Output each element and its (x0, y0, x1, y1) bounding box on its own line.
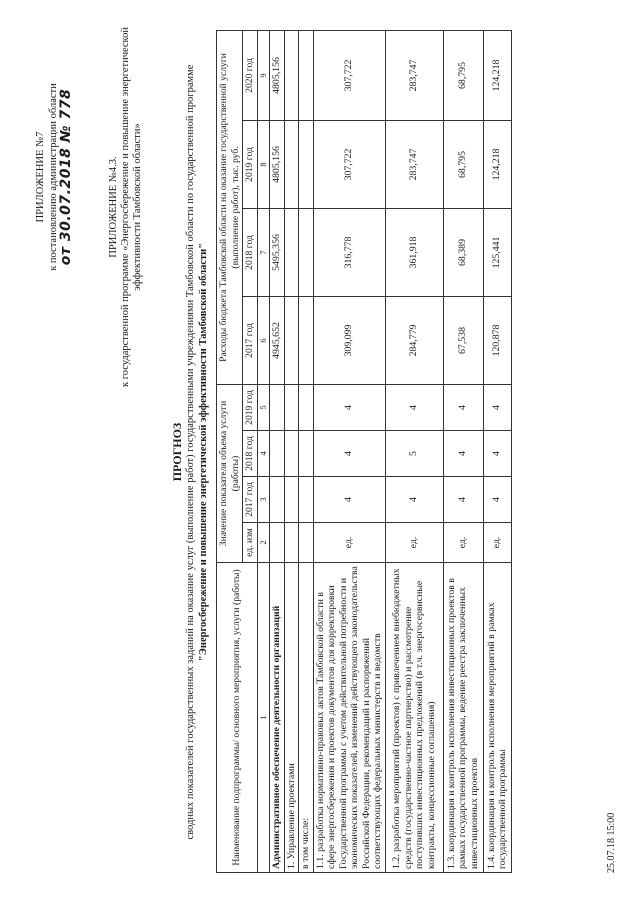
column-numbers-row (257, 30, 270, 872)
forecast-table (216, 30, 512, 873)
column-number: 3 (257, 477, 270, 523)
indicator-value: 4 (443, 477, 483, 523)
indicator-value: 4 (443, 431, 483, 477)
header-ind-year: 2019 год (243, 384, 258, 430)
row-unit (284, 523, 299, 563)
expense-value: 307,722 (313, 120, 385, 208)
column-number: 4 (257, 431, 270, 477)
expense-value (284, 120, 299, 208)
indicator-value: 4 (385, 384, 443, 430)
row-unit (270, 523, 285, 563)
table-row (284, 30, 299, 872)
table-row (313, 30, 385, 872)
row-unit: ед. (385, 523, 443, 563)
column-number: 9 (257, 30, 270, 120)
expense-value (284, 30, 299, 120)
row-unit (299, 523, 314, 563)
expense-value: 124,218 (483, 30, 511, 120)
expense-value: 284,779 (385, 296, 443, 384)
row-label: 1.1. разработка нормативно-правовых актов Тамбовской области в сфере энергосбережения и проектов документов для корректировки Государственной программы с учетом действительной потребности и экономических показателей, изменений действующего законодательства Российской Федерации, рекомендаций и распоряжений соответствующих федеральных министерств и ведомств (313, 563, 385, 873)
approval-ref: к постановлению администрации области (48, 83, 59, 271)
column-number: 1 (257, 563, 270, 873)
document-subtitle (185, 27, 210, 877)
indicator-value: 4 (313, 477, 385, 523)
header-ind-year: 2017 год (243, 477, 258, 523)
expense-value: 124,218 (483, 120, 511, 208)
column-number: 7 (257, 208, 270, 296)
row-unit: ед. (313, 523, 385, 563)
handwritten-date-number: от 30.07.2018 № 778 (58, 88, 74, 266)
header-exp-year: 2017 год (243, 296, 258, 384)
indicator-value (270, 477, 285, 523)
indicator-value: 4 (443, 384, 483, 430)
expense-value: 120,878 (483, 296, 511, 384)
column-number: 6 (257, 296, 270, 384)
indicator-value: 5 (385, 431, 443, 477)
indicator-value (284, 477, 299, 523)
header-exp-year: 2020 год (243, 30, 258, 120)
indicator-value (299, 431, 314, 477)
expense-value: 5495,356 (270, 208, 285, 296)
indicator-value: 4 (313, 384, 385, 430)
expense-value: 68,795 (443, 120, 483, 208)
column-number: 2 (257, 523, 270, 563)
indicator-value: 4 (385, 477, 443, 523)
expense-value (299, 296, 314, 384)
document-title: ПРОГНОЗ (170, 422, 184, 482)
expense-value: 4805,156 (270, 30, 285, 120)
expense-value: 68,795 (443, 30, 483, 120)
header-expenses: Расходы бюджета Тамбовской области на оказание государственной услуги (выполнение работ), тыс. руб. (217, 30, 243, 384)
print-timestamp: 25.07.18 15:00 (606, 812, 617, 873)
header-exp-year: 2019 год (243, 120, 258, 208)
expense-value: 361,918 (385, 208, 443, 296)
table-row (299, 30, 314, 872)
expense-value: 283,747 (385, 30, 443, 120)
expense-value (299, 30, 314, 120)
indicator-value (270, 431, 285, 477)
subtitle-text: сводных показателей государственных заданий на оказание услуг (выполнение работ) государственными учреждениями Тамбовской области по государственной программе (185, 64, 196, 840)
row-label: 1.2. разработка мероприятий (проектов) с привлечением внебюджетных средств (государственно-частное партнерство) и рассмотрение поступивших инвестиционных предложений (в т.ч. энергосервисные контракты, концессионные соглашения) (385, 563, 443, 873)
expense-value: 4945,652 (270, 296, 285, 384)
expense-value (284, 296, 299, 384)
expense-value: 316,778 (313, 208, 385, 296)
indicator-value (270, 384, 285, 430)
annex-title: ПРИЛОЖЕНИЕ №4.3. (108, 156, 119, 258)
row-unit: ед. (483, 523, 511, 563)
indicator-value: 4 (313, 431, 385, 477)
table-body (270, 30, 512, 872)
program-name: "Энергосбережение и повышение энергетической эффективности Тамбовской области" (197, 242, 209, 662)
indicator-value: 4 (483, 431, 511, 477)
header-name: Наименование подпрограммы/ основного мероприятия, услуги (работы) (217, 563, 258, 873)
expense-value: 4805,156 (270, 120, 285, 208)
header-exp-year: 2018 год (243, 208, 258, 296)
row-label: в том числе: (299, 563, 314, 873)
expense-value: 125,441 (483, 208, 511, 296)
indicator-value: 4 (483, 477, 511, 523)
row-label: 1. Управление проектами (284, 563, 299, 873)
expense-value (299, 120, 314, 208)
indicator-value (299, 384, 314, 430)
expense-value (299, 208, 314, 296)
expense-value: 67,538 (443, 296, 483, 384)
row-unit: ед. (443, 523, 483, 563)
table-row (483, 30, 511, 872)
table-row (270, 30, 285, 872)
indicator-value (299, 477, 314, 523)
header-indicator: Значение показателя объема услуги (работы) (217, 384, 243, 562)
indicator-value: 4 (483, 384, 511, 430)
expense-value (284, 208, 299, 296)
header-ind-year: 2018 год (243, 431, 258, 477)
approval-title: ПРИЛОЖЕНИЕ №7 (35, 131, 46, 223)
annex-block (108, 27, 144, 387)
row-label: 1.4. координация и контроль исполнения мероприятий в рамках государственной программы (483, 563, 511, 873)
approval-block (34, 27, 73, 327)
expense-value: 309,099 (313, 296, 385, 384)
header-unit: ед. изм (243, 523, 258, 563)
table-row (443, 30, 483, 872)
row-label: 1.3. координация и контроль исполнения инвестиционных проектов в рамках государственной программы, ведение реестра заключенных инвестиционных проектов (443, 563, 483, 873)
indicator-value (284, 384, 299, 430)
expense-value: 283,747 (385, 120, 443, 208)
expense-value: 68,389 (443, 208, 483, 296)
table-row (385, 30, 443, 872)
annex-ref: к государственной программе «Энергосбережение и повышение энергетической эффективности Тамбовской области» (120, 27, 143, 387)
row-label: Административное обеспечение деятельности организаций (270, 563, 285, 873)
expense-value: 307,722 (313, 30, 385, 120)
column-number: 5 (257, 384, 270, 430)
document-page (20, 17, 620, 887)
column-number: 8 (257, 120, 270, 208)
indicator-value (284, 431, 299, 477)
